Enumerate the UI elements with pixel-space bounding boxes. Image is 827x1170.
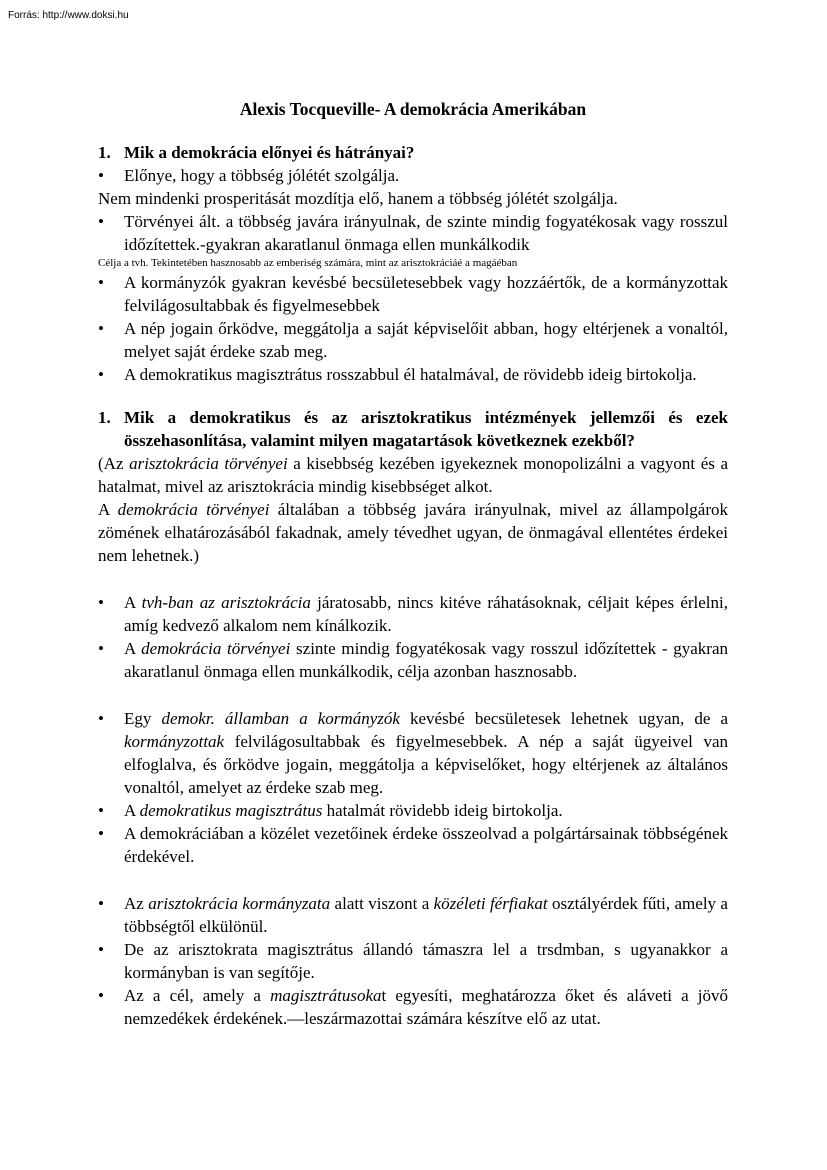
list-item xyxy=(98,210,728,256)
list-item-text: Az arisztokrácia kormányzata alatt viszont a közéleti férfiakat osztályérdek fűti, amely a többségtől elkülönül. xyxy=(124,894,728,936)
list-item xyxy=(98,799,728,822)
list-item xyxy=(98,637,728,683)
list-item xyxy=(98,707,728,799)
section-1-list-a xyxy=(98,164,728,187)
bullet-icon: • xyxy=(98,273,104,292)
bullet-icon: • xyxy=(98,212,104,231)
list-item-text: Egy demokr. államban a kormányzók kevésbé becsületesek lehetnek ugyan, de a kormányzottak felvilágosultabbak és figyelmesebbek. A nép a saját ügyeivel van elfoglalva, és őrködve jogain, meggátolja a képviselőket, hogy eltérjenek az általános vonaltól, amelyet az érdeke szab meg. xyxy=(124,709,728,797)
list-item xyxy=(98,892,728,938)
list-item xyxy=(98,164,728,187)
section-1-list-b xyxy=(98,210,728,256)
list-item xyxy=(98,938,728,984)
list-item-text: Törvényei ált. a többség javára irányulnak, de szinte mindig fogyatékosak vagy rosszul időzítettek.-gyakran akaratlanul önmaga ellen munkálkodik xyxy=(124,212,728,254)
list-item xyxy=(98,271,728,317)
paragraph-democracy-laws: A demokrácia törvényei általában a többség javára irányulnak, mivel az állampolgárok zömének elhatározásából fakadnak, amely tévedhet ugyan, de önmagával ellentétes érdekei nem lehetnek.) xyxy=(98,500,729,565)
list-item xyxy=(98,822,728,868)
bullet-icon: • xyxy=(98,940,104,959)
question-2 xyxy=(98,406,728,452)
section-2-list-c xyxy=(98,892,728,1030)
question-1-number: 1. xyxy=(98,143,111,162)
bullet-icon: • xyxy=(98,709,104,728)
small-note: Célja a tvh. Tekintetében hasznosabb az emberiség számára, mint az arisztokráciáé a magáéban xyxy=(98,257,518,269)
paragraph: Nem mindenki prosperitását mozdítja elő, hanem a többség jólétét szolgálja. xyxy=(98,189,618,208)
list-item xyxy=(98,984,728,1030)
list-item-text: Előnye, hogy a többség jólétét szolgálja. xyxy=(124,166,400,185)
bullet-icon: • xyxy=(98,166,104,185)
bullet-icon: • xyxy=(98,801,104,820)
list-item-text: A demokrácia törvényei szinte mindig fogyatékosak vagy rosszul időzítettek - gyakran akaratlanul önmaga ellen munkálkodik, célja azonban hasznosabb. xyxy=(124,639,728,681)
question-1-text: Mik a demokrácia előnyei és hátrányai? xyxy=(124,143,415,162)
list-item-text: A tvh-ban az arisztokrácia járatosabb, nincs kitéve ráhatásoknak, céljait képes érlelni, amíg kedvező alkalom nem kínálkozik. xyxy=(124,593,728,635)
section-2-list-a xyxy=(98,591,728,683)
question-1 xyxy=(98,141,728,164)
question-2-number: 1. xyxy=(98,408,111,427)
list-item xyxy=(98,363,728,386)
bullet-icon: • xyxy=(98,319,104,338)
list-item-text: A demokratikus magisztrátus hatalmát rövidebb ideig birtokolja. xyxy=(124,801,563,820)
bullet-icon: • xyxy=(98,639,104,658)
section-1-list-c xyxy=(98,271,728,386)
section-2-list-b xyxy=(98,707,728,868)
bullet-icon: • xyxy=(98,593,104,612)
list-item-text: A demokratikus magisztrátus rosszabbul él hatalmával, de rövidebb ideig birtokolja. xyxy=(124,365,697,384)
paragraph-aristocracy-laws: (Az arisztokrácia törvényei a kisebbség kezében igyekeznek monopolizálni a vagyont és a hatalmat, mivel az arisztokrácia mindig kisebbséget alkot. xyxy=(98,454,729,496)
list-item-text: De az arisztokrata magisztrátus állandó támaszra lel a trsdmban, s ugyanakkor a kormányban is van segítője. xyxy=(124,940,728,982)
bullet-icon: • xyxy=(98,986,104,1005)
list-item xyxy=(98,591,728,637)
list-item-text: A kormányzók gyakran kevésbé becsületesebbek vagy hozzáértők, de a kormányzottak felvilágosultabbak és figyelmesebbek xyxy=(124,273,728,315)
document-page xyxy=(98,98,728,1030)
source-line: Forrás: http://www.doksi.hu xyxy=(8,10,129,21)
question-2-text: Mik a demokratikus és az arisztokratikus intézmények jellemzői és ezek összehasonlítása, valamint milyen magatartások következnek ezekből? xyxy=(124,408,728,450)
list-item-text: A nép jogain őrködve, meggátolja a saját képviselőit abban, hogy eltérjenek a vonaltól, melyet saját érdeke szab meg. xyxy=(124,319,728,361)
list-item-text: Az a cél, amely a magisztrátusokat egyesíti, meghatározza őket és aláveti a jövő nemzedékek érdekének.—leszármazottai számára készítve elő az utat. xyxy=(124,986,729,1028)
bullet-icon: • xyxy=(98,365,104,384)
bullet-icon: • xyxy=(98,894,104,913)
list-item-text: A demokráciában a közélet vezetőinek érdeke összeolvad a polgártársainak többségének érdekével. xyxy=(124,824,728,866)
bullet-icon: • xyxy=(98,824,104,843)
document-title: Alexis Tocqueville- A demokrácia Amerikában xyxy=(239,99,587,119)
list-item xyxy=(98,317,728,363)
